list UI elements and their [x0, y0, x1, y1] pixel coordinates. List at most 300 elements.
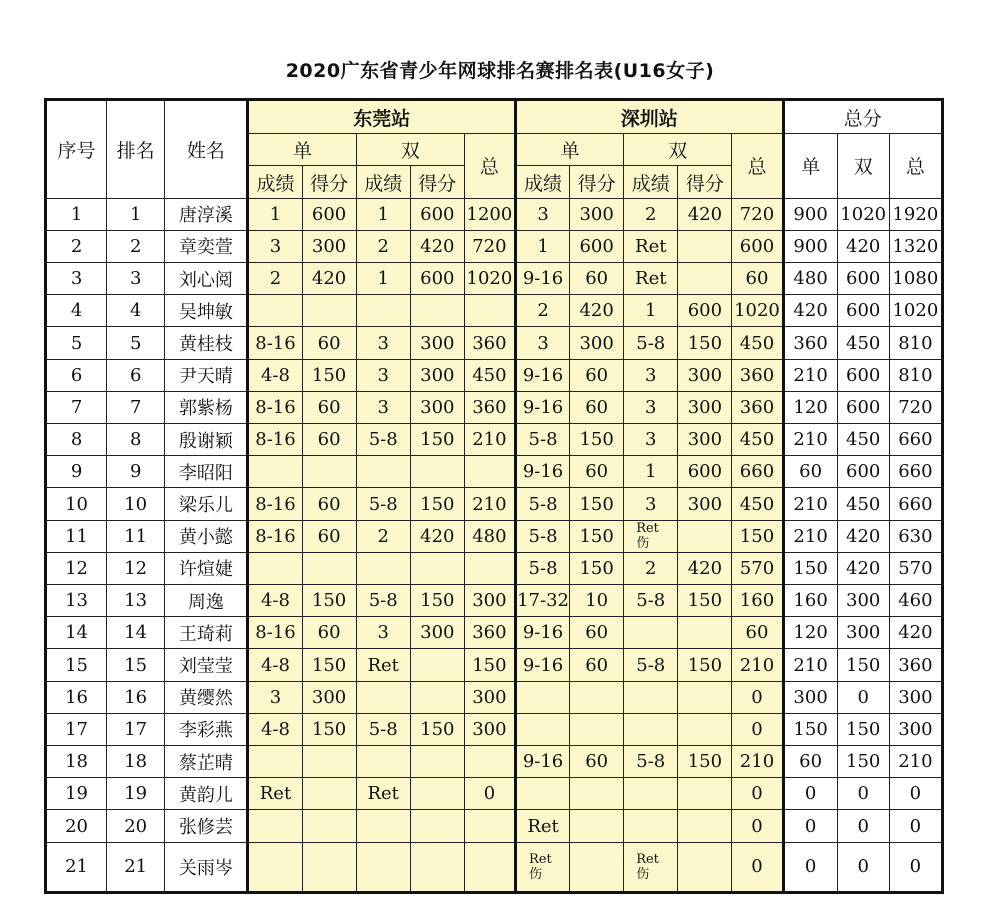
- cell-sz-tot: 0: [732, 810, 783, 842]
- cell-t-tot: 810: [889, 327, 942, 359]
- table-row: [46, 552, 943, 584]
- cell-rank: 21: [107, 842, 165, 892]
- cell-t-tot: 360: [889, 649, 942, 681]
- cell-dg-d-res: 2: [356, 520, 410, 552]
- cell-dg-d-pts: [410, 810, 464, 842]
- table-row: [46, 198, 943, 230]
- cell-sz-d-res: [624, 842, 678, 892]
- cell-dg-s-res: 8-16: [248, 327, 302, 359]
- table-row: [46, 842, 943, 892]
- cell-dg-d-res: 5-8: [356, 424, 410, 456]
- header-dg-double: 双: [356, 134, 464, 166]
- cell-dg-d-pts: [410, 295, 464, 327]
- cell-rank: 4: [107, 295, 165, 327]
- cell-sz-s-pts: 150: [570, 520, 624, 552]
- cell-sz-s-pts: 150: [570, 424, 624, 456]
- cell-dg-d-res: [356, 681, 410, 713]
- cell-sz-d-res: [624, 778, 678, 810]
- cell-seq: 16: [46, 681, 107, 713]
- cell-dg-s-pts: [302, 456, 356, 488]
- cell-dg-s-res: [248, 810, 302, 842]
- cell-dg-d-res: [356, 842, 410, 892]
- cell-t-d: 600: [837, 391, 889, 423]
- cell-dg-s-pts: 150: [302, 713, 356, 745]
- cell-dg-s-pts: 600: [302, 198, 356, 230]
- cell-seq: 4: [46, 295, 107, 327]
- cell-dg-tot: 150: [464, 649, 515, 681]
- cell-sz-s-res: 9-16: [515, 359, 569, 391]
- cell-dg-tot: 0: [464, 778, 515, 810]
- cell-name: 郭紫杨: [165, 391, 248, 423]
- cell-dg-s-pts: [302, 778, 356, 810]
- cell-dg-d-res: [356, 810, 410, 842]
- cell-sz-s-res: 9-16: [515, 649, 569, 681]
- table-row: [46, 359, 943, 391]
- cell-sz-tot: 720: [732, 198, 783, 230]
- cell-sz-d-res: [624, 617, 678, 649]
- cell-sz-s-res: 9-16: [515, 391, 569, 423]
- cell-dg-d-res: [356, 295, 410, 327]
- cell-sz-s-pts: 60: [570, 649, 624, 681]
- header-dg-sum: 总: [464, 134, 515, 198]
- cell-sz-tot: 60: [732, 617, 783, 649]
- cell-dg-d-res: Ret: [356, 649, 410, 681]
- cell-dg-s-pts: 150: [302, 649, 356, 681]
- table-row: [46, 713, 943, 745]
- cell-sz-s-pts: 300: [570, 327, 624, 359]
- cell-t-s: 150: [783, 713, 837, 745]
- cell-dg-s-res: 4-8: [248, 585, 302, 617]
- cell-name: 周逸: [165, 585, 248, 617]
- cell-sz-d-res: 3: [624, 488, 678, 520]
- cell-name: 李彩燕: [165, 713, 248, 745]
- cell-t-s: 420: [783, 295, 837, 327]
- cell-dg-s-res: [248, 746, 302, 778]
- cell-sz-d-res: Ret: [624, 230, 678, 262]
- header-sz-double-result: 成绩: [624, 166, 678, 198]
- cell-t-s: 360: [783, 327, 837, 359]
- cell-t-d: 0: [837, 681, 889, 713]
- cell-sz-tot: 150: [732, 520, 783, 552]
- cell-t-tot: 1920: [889, 198, 942, 230]
- cell-dg-s-res: [248, 295, 302, 327]
- header-sz-double-score: 得分: [678, 166, 732, 198]
- cell-sz-d-res: 3: [624, 391, 678, 423]
- cell-sz-tot: 60: [732, 263, 783, 295]
- cell-rank: 9: [107, 456, 165, 488]
- cell-rank: 12: [107, 552, 165, 584]
- cell-t-d: 300: [837, 617, 889, 649]
- cell-sz-tot: 0: [732, 842, 783, 892]
- cell-dg-s-res: 3: [248, 681, 302, 713]
- cell-t-tot: 570: [889, 552, 942, 584]
- cell-dg-s-res: 8-16: [248, 424, 302, 456]
- cell-t-s: 0: [783, 842, 837, 892]
- cell-dg-d-pts: 420: [410, 520, 464, 552]
- cell-t-s: 120: [783, 391, 837, 423]
- cell-rank: 11: [107, 520, 165, 552]
- cell-t-s: 160: [783, 585, 837, 617]
- cell-sz-d-res: 3: [624, 424, 678, 456]
- ranking-table-container: [44, 98, 944, 894]
- cell-dg-s-pts: 150: [302, 585, 356, 617]
- cell-dg-d-res: 1: [356, 198, 410, 230]
- cell-name: 黄桂枝: [165, 327, 248, 359]
- cell-sz-s-res: 5-8: [515, 552, 569, 584]
- cell-dg-s-res: 8-16: [248, 488, 302, 520]
- cell-sz-tot: 450: [732, 424, 783, 456]
- table-row: [46, 424, 943, 456]
- cell-sz-tot: 210: [732, 649, 783, 681]
- cell-sz-s-pts: 150: [570, 488, 624, 520]
- cell-dg-s-res: 8-16: [248, 520, 302, 552]
- cell-sz-d-pts: 300: [678, 488, 732, 520]
- cell-dg-d-res: [356, 746, 410, 778]
- cell-sz-tot: 0: [732, 681, 783, 713]
- cell-t-d: 450: [837, 327, 889, 359]
- cell-t-d: 420: [837, 552, 889, 584]
- cell-name: 章奕萱: [165, 230, 248, 262]
- cell-sz-d-pts: 150: [678, 327, 732, 359]
- cell-seq: 1: [46, 198, 107, 230]
- cell-dg-d-res: 3: [356, 359, 410, 391]
- header-dg-double-score: 得分: [410, 166, 464, 198]
- cell-rank: 1: [107, 198, 165, 230]
- cell-t-s: 210: [783, 649, 837, 681]
- cell-sz-d-pts: 420: [678, 552, 732, 584]
- cell-dg-s-pts: 300: [302, 230, 356, 262]
- cell-sz-d-pts: [678, 810, 732, 842]
- cell-rank: 8: [107, 424, 165, 456]
- cell-dg-d-pts: 150: [410, 713, 464, 745]
- cell-sz-tot: 360: [732, 391, 783, 423]
- page-title: 2020广东省青少年网球排名赛排名表(U16女子): [285, 60, 715, 82]
- cell-t-s: 150: [783, 552, 837, 584]
- cell-sz-s-res: 5-8: [515, 424, 569, 456]
- cell-dg-s-pts: [302, 746, 356, 778]
- cell-sz-tot: 600: [732, 230, 783, 262]
- ret-label: Ret: [528, 851, 552, 867]
- cell-name: 黄缨然: [165, 681, 248, 713]
- cell-dg-d-res: [356, 552, 410, 584]
- cell-name: 吴坤敏: [165, 295, 248, 327]
- table-row: [46, 456, 943, 488]
- injury-label: 伤: [528, 866, 542, 882]
- cell-name: 关雨岑: [165, 842, 248, 892]
- header-total-single: 单: [783, 134, 837, 198]
- cell-sz-s-pts: [570, 810, 624, 842]
- cell-name: 尹天晴: [165, 359, 248, 391]
- cell-t-s: 900: [783, 198, 837, 230]
- cell-dg-s-pts: 60: [302, 327, 356, 359]
- cell-t-tot: 300: [889, 681, 942, 713]
- header-sz-single-result: 成绩: [515, 166, 569, 198]
- header-station-dongguan: 东莞站: [248, 100, 516, 134]
- cell-dg-s-res: [248, 842, 302, 892]
- cell-t-tot: 0: [889, 810, 942, 842]
- cell-sz-s-pts: 60: [570, 746, 624, 778]
- cell-t-s: 300: [783, 681, 837, 713]
- cell-sz-d-res: 2: [624, 198, 678, 230]
- cell-name: 梁乐儿: [165, 488, 248, 520]
- cell-sz-s-pts: [570, 681, 624, 713]
- table-row: [46, 617, 943, 649]
- cell-sz-tot: 360: [732, 359, 783, 391]
- cell-rank: 15: [107, 649, 165, 681]
- cell-sz-s-pts: 420: [570, 295, 624, 327]
- header-sz-sum: 总: [732, 134, 783, 198]
- table-row: [46, 295, 943, 327]
- cell-rank: 14: [107, 617, 165, 649]
- table-row: [46, 585, 943, 617]
- cell-rank: 7: [107, 391, 165, 423]
- cell-dg-tot: 210: [464, 424, 515, 456]
- cell-t-tot: 1020: [889, 295, 942, 327]
- cell-sz-s-res: 1: [515, 230, 569, 262]
- ret-label: Ret: [636, 851, 659, 867]
- table-row: [46, 230, 943, 262]
- cell-dg-d-pts: 600: [410, 198, 464, 230]
- cell-t-d: 150: [837, 713, 889, 745]
- cell-dg-d-pts: [410, 456, 464, 488]
- cell-t-s: 0: [783, 778, 837, 810]
- cell-t-s: 0: [783, 810, 837, 842]
- cell-sz-s-pts: 300: [570, 198, 624, 230]
- cell-sz-s-pts: 60: [570, 359, 624, 391]
- cell-sz-d-pts: [678, 520, 732, 552]
- cell-sz-s-res: 2: [515, 295, 569, 327]
- cell-t-d: 420: [837, 520, 889, 552]
- cell-t-tot: 660: [889, 488, 942, 520]
- cell-sz-s-pts: [570, 713, 624, 745]
- cell-dg-tot: 720: [464, 230, 515, 262]
- cell-rank: 5: [107, 327, 165, 359]
- cell-t-tot: 1320: [889, 230, 942, 262]
- cell-seq: 21: [46, 842, 107, 892]
- cell-dg-tot: 300: [464, 713, 515, 745]
- cell-sz-s-res: [515, 778, 569, 810]
- table-row: [46, 649, 943, 681]
- cell-name: 蔡芷晴: [165, 746, 248, 778]
- cell-seq: 19: [46, 778, 107, 810]
- cell-dg-tot: [464, 295, 515, 327]
- cell-sz-tot: 660: [732, 456, 783, 488]
- cell-t-tot: 1080: [889, 263, 942, 295]
- cell-dg-d-pts: [410, 681, 464, 713]
- cell-t-s: 480: [783, 263, 837, 295]
- cell-dg-tot: 1200: [464, 198, 515, 230]
- cell-dg-tot: 1020: [464, 263, 515, 295]
- cell-sz-s-res: 9-16: [515, 617, 569, 649]
- cell-dg-tot: 300: [464, 681, 515, 713]
- table-row: [46, 520, 943, 552]
- cell-t-d: 450: [837, 488, 889, 520]
- cell-sz-d-res: [624, 713, 678, 745]
- cell-name: 刘心阅: [165, 263, 248, 295]
- header-sz-single: 单: [515, 134, 623, 166]
- cell-dg-s-res: 8-16: [248, 617, 302, 649]
- cell-dg-d-pts: [410, 552, 464, 584]
- cell-dg-d-res: 5-8: [356, 713, 410, 745]
- cell-dg-tot: [464, 456, 515, 488]
- cell-dg-tot: [464, 746, 515, 778]
- cell-dg-s-pts: [302, 552, 356, 584]
- cell-sz-tot: 210: [732, 746, 783, 778]
- header-seq: 序号: [46, 100, 107, 199]
- header-station-shenzhen: 深圳站: [515, 100, 783, 134]
- cell-sz-s-pts: 60: [570, 617, 624, 649]
- cell-sz-d-res: 5-8: [624, 649, 678, 681]
- cell-dg-s-res: 4-8: [248, 649, 302, 681]
- cell-sz-d-pts: [678, 230, 732, 262]
- table-header: [46, 100, 943, 199]
- cell-sz-tot: 450: [732, 327, 783, 359]
- cell-t-tot: 210: [889, 746, 942, 778]
- cell-seq: 12: [46, 552, 107, 584]
- cell-dg-s-pts: 60: [302, 424, 356, 456]
- cell-dg-d-res: 2: [356, 230, 410, 262]
- table-row: [46, 327, 943, 359]
- cell-sz-d-res: 3: [624, 359, 678, 391]
- cell-name: 许煊婕: [165, 552, 248, 584]
- cell-dg-tot: 360: [464, 617, 515, 649]
- cell-name: 王琦莉: [165, 617, 248, 649]
- cell-dg-d-pts: 150: [410, 424, 464, 456]
- cell-dg-d-pts: 300: [410, 391, 464, 423]
- cell-seq: 18: [46, 746, 107, 778]
- cell-dg-tot: 450: [464, 359, 515, 391]
- cell-sz-d-pts: 300: [678, 391, 732, 423]
- cell-t-s: 210: [783, 520, 837, 552]
- cell-dg-d-res: 3: [356, 327, 410, 359]
- cell-rank: 17: [107, 713, 165, 745]
- ret-label: Ret: [636, 521, 659, 537]
- table-row: [46, 746, 943, 778]
- cell-dg-s-res: 1: [248, 198, 302, 230]
- cell-t-s: 120: [783, 617, 837, 649]
- cell-dg-s-pts: 60: [302, 488, 356, 520]
- cell-sz-s-res: 9-16: [515, 456, 569, 488]
- ranking-table: [44, 98, 944, 894]
- cell-sz-s-pts: [570, 778, 624, 810]
- table-row: [46, 810, 943, 842]
- cell-dg-s-pts: 300: [302, 681, 356, 713]
- cell-t-d: 150: [837, 649, 889, 681]
- cell-dg-s-pts: 420: [302, 263, 356, 295]
- header-dg-single-result: 成绩: [248, 166, 302, 198]
- cell-seq: 13: [46, 585, 107, 617]
- cell-dg-s-res: 4-8: [248, 359, 302, 391]
- cell-name: 黄小懿: [165, 520, 248, 552]
- cell-sz-s-pts: [570, 842, 624, 892]
- cell-t-s: 900: [783, 230, 837, 262]
- cell-seq: 3: [46, 263, 107, 295]
- cell-dg-s-res: 4-8: [248, 713, 302, 745]
- cell-sz-s-pts: 150: [570, 552, 624, 584]
- cell-seq: 5: [46, 327, 107, 359]
- cell-name: 李昭阳: [165, 456, 248, 488]
- cell-dg-s-res: [248, 456, 302, 488]
- cell-seq: 6: [46, 359, 107, 391]
- cell-sz-s-res: 3: [515, 198, 569, 230]
- cell-seq: 15: [46, 649, 107, 681]
- cell-dg-d-pts: 300: [410, 617, 464, 649]
- cell-t-d: 0: [837, 842, 889, 892]
- cell-sz-d-res: 1: [624, 295, 678, 327]
- cell-sz-d-pts: [678, 778, 732, 810]
- cell-seq: 14: [46, 617, 107, 649]
- cell-t-s: 60: [783, 746, 837, 778]
- cell-t-tot: 630: [889, 520, 942, 552]
- cell-sz-s-res: 5-8: [515, 488, 569, 520]
- cell-sz-tot: 160: [732, 585, 783, 617]
- cell-sz-d-res: 5-8: [624, 585, 678, 617]
- cell-sz-d-pts: 150: [678, 746, 732, 778]
- cell-t-d: 1020: [837, 198, 889, 230]
- cell-t-d: 420: [837, 230, 889, 262]
- cell-dg-d-pts: [410, 746, 464, 778]
- cell-rank: 20: [107, 810, 165, 842]
- cell-dg-d-pts: [410, 842, 464, 892]
- table-row: [46, 391, 943, 423]
- cell-dg-d-pts: 420: [410, 230, 464, 262]
- cell-t-tot: 660: [889, 456, 942, 488]
- injury-label: 伤: [636, 536, 650, 552]
- cell-sz-tot: 0: [732, 713, 783, 745]
- cell-t-d: 0: [837, 810, 889, 842]
- cell-name: 张修芸: [165, 810, 248, 842]
- cell-t-d: 0: [837, 778, 889, 810]
- table-row: [46, 681, 943, 713]
- cell-sz-s-pts: 10: [570, 585, 624, 617]
- cell-t-tot: 660: [889, 424, 942, 456]
- table-row: [46, 263, 943, 295]
- cell-dg-d-pts: [410, 778, 464, 810]
- cell-dg-s-pts: 150: [302, 359, 356, 391]
- cell-sz-s-res: 5-8: [515, 520, 569, 552]
- cell-rank: 10: [107, 488, 165, 520]
- cell-dg-tot: 210: [464, 488, 515, 520]
- cell-sz-tot: 450: [732, 488, 783, 520]
- cell-dg-d-pts: 300: [410, 359, 464, 391]
- cell-rank: 3: [107, 263, 165, 295]
- cell-t-tot: 420: [889, 617, 942, 649]
- cell-dg-tot: 480: [464, 520, 515, 552]
- cell-rank: 19: [107, 778, 165, 810]
- cell-dg-tot: [464, 810, 515, 842]
- cell-sz-s-pts: 600: [570, 230, 624, 262]
- cell-sz-d-res: [624, 681, 678, 713]
- cell-dg-d-res: [356, 456, 410, 488]
- header-rank: 排名: [107, 100, 165, 199]
- header-total-sum: 总: [889, 134, 942, 198]
- cell-dg-s-pts: [302, 842, 356, 892]
- cell-dg-tot: [464, 552, 515, 584]
- cell-sz-s-res: 3: [515, 327, 569, 359]
- cell-seq: 2: [46, 230, 107, 262]
- cell-name: 刘莹莹: [165, 649, 248, 681]
- cell-t-d: 450: [837, 424, 889, 456]
- cell-seq: 10: [46, 488, 107, 520]
- cell-sz-d-pts: 150: [678, 649, 732, 681]
- cell-t-s: 60: [783, 456, 837, 488]
- cell-dg-d-pts: [410, 649, 464, 681]
- header-sz-single-score: 得分: [570, 166, 624, 198]
- cell-sz-tot: 0: [732, 778, 783, 810]
- cell-dg-s-res: 8-16: [248, 391, 302, 423]
- cell-dg-s-pts: [302, 295, 356, 327]
- cell-sz-d-pts: [678, 263, 732, 295]
